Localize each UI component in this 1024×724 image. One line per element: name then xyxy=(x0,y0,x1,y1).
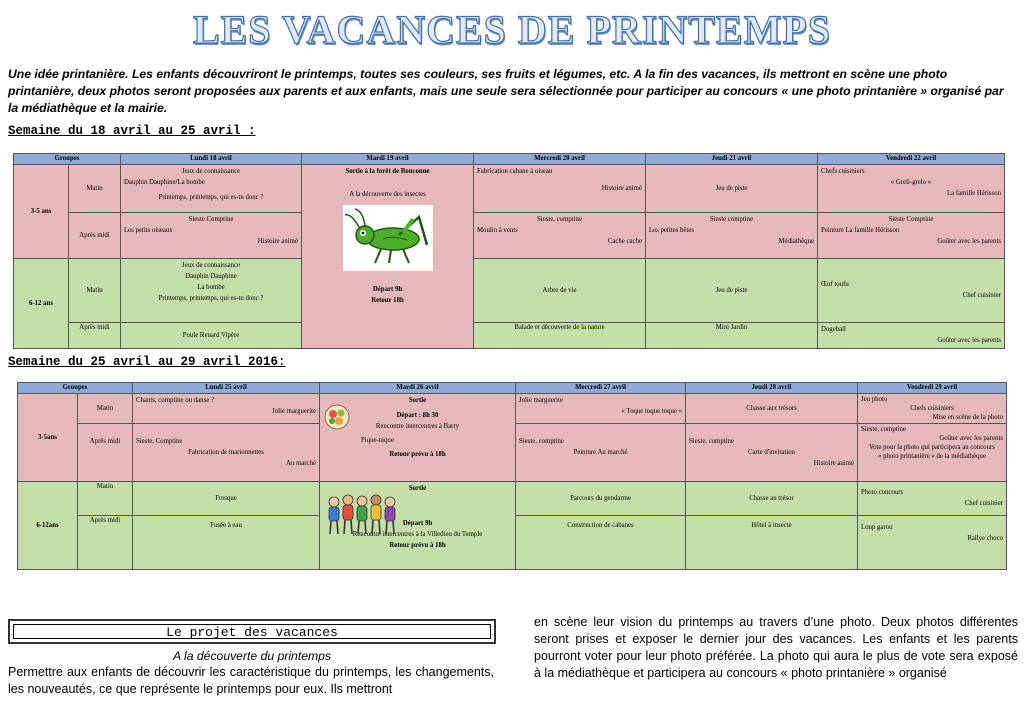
week1-heading: Semaine du 18 avril au 25 avril : xyxy=(8,124,256,138)
cell-lun-apres-2: Poule Renard Vipère xyxy=(121,323,302,349)
projet-text-col2: en scène leur vision du printemps au travers d’une photo. Deux photos différentes seront prises et exposer le dernier jour des vacances. Les enfants et les parents pourront voter pour leur photo préférée. La photo qui aura le plus de vote sera exposé à la médiathèque et participera au concours « photo printanière » organisé xyxy=(534,615,1018,680)
header-groupes: Groupes xyxy=(14,154,121,165)
header-mardi: Mardi 26 avril xyxy=(320,383,516,394)
cell-lun-matin-2: Jeux de connaissance Dauphin Dauphine La bombe Printemps, printemps, qui es-tu donc ? xyxy=(121,259,302,323)
projet-title-box xyxy=(8,619,496,644)
cell-ven-apres-2: Loup garou Rallye choco xyxy=(858,516,1007,570)
period-apres-midi: Après midi xyxy=(78,516,133,570)
cell-lun-matin-2: Fresque xyxy=(133,482,320,516)
cell-lun-matin: Jeux de connaissance Dauphin Dauphine/La bombe Printemps, printemps, qui es-tu donc ? xyxy=(121,165,302,213)
cell-mer-matin-2: Parcours du gendarme xyxy=(516,482,686,516)
group-6-12: 6-12ans xyxy=(18,482,78,570)
cell-ven-apres: Sieste Comptine Peinture La famille Hérisson Goûter avec les parents xyxy=(818,213,1005,259)
cell-jeu-matin-2: Chasse au trésor xyxy=(686,482,858,516)
cell-mer-matin-2: Arbre de vie xyxy=(474,259,646,323)
cell-jeu-matin: Chasse aux trésors xyxy=(686,394,858,424)
page-title: LES VACANCES DE PRINTEMPS xyxy=(192,7,832,52)
cell-mer-apres-2: Construction de cabanes xyxy=(516,516,686,570)
week2-schedule-table xyxy=(17,382,1007,570)
header-vendredi: Vendredi 29 avril xyxy=(858,383,1007,394)
cell-mer-apres: Sieste, comptine Peinture Au marché xyxy=(516,424,686,482)
cell-jeu-matin: Jeu de piste xyxy=(646,165,818,213)
header-lundi: Lundi 18 avril xyxy=(121,154,302,165)
header-vendredi: Vendredi 22 avril xyxy=(818,154,1005,165)
cell-mardi-sortie: Sortie à la forêt de Bouconne A la découverte des insectes Départ 9h Retour 18h xyxy=(302,165,474,349)
header-lundi: Lundi 25 avril xyxy=(133,383,320,394)
group-6-12: 6-12 ans xyxy=(14,259,69,349)
projet-title: Le projet des vacances xyxy=(13,624,491,639)
cell-mer-matin: Fabrication cabane à oiseau Histoire animé xyxy=(474,165,646,213)
header-jeudi: Jeudi 21 avril xyxy=(646,154,818,165)
period-matin: Matin xyxy=(78,482,133,516)
projet-subtitle: A la découverte du printemps xyxy=(172,649,332,663)
cell-ven-apres-2: Dogeball Goûter avec les parents xyxy=(818,323,1005,349)
week1-schedule-table xyxy=(13,153,1005,349)
group-3-5: 3-5 ans xyxy=(14,165,69,259)
cell-lun-apres: Sieste, Comptine Fabrication de marionnettes Au marché xyxy=(133,424,320,482)
cell-lun-apres: Sieste Comptine Les petits oiseaux Histoire animé xyxy=(121,213,302,259)
header-jeudi: Jeudi 28 avril xyxy=(686,383,858,394)
projet-text-col1: Permettre aux enfants de découvrir les caractéristique du printemps, les changements, les nouveautés, ce que représente le printemps pour eux. Ils mettront xyxy=(8,665,494,696)
cell-lun-apres-2: Fusée à eau xyxy=(133,516,320,570)
cell-ven-matin-2: Photo concours Chef cuisinier xyxy=(858,482,1007,516)
period-matin: Matin xyxy=(78,394,133,424)
cell-jeu-apres-2: Mini Jardin xyxy=(646,323,818,349)
cell-mer-apres-2: Balade et découverte de la nature xyxy=(474,323,646,349)
header-mercredi: Mercredi 27 avril xyxy=(516,383,686,394)
week2-heading: Semaine du 25 avril au 29 avril 2016: xyxy=(8,355,286,369)
food-plate-icon xyxy=(324,404,350,430)
cell-mardi-sortie-1: Sortie Départ : 8h 30 Rencontre intercentres à Barry Pique-nique Retour prévu à 18h xyxy=(320,394,516,482)
period-apres-midi: Après midi xyxy=(69,323,121,349)
cell-ven-matin-2: Œuf toufu Chef cuisinier xyxy=(818,259,1005,323)
period-matin: Matin xyxy=(69,259,121,323)
cell-jeu-apres-2: Hôtel à insecte xyxy=(686,516,858,570)
group-3-5: 3-5ans xyxy=(18,394,78,482)
cell-ven-matin: Chefs cuisiniers « Greli-grelo » La famille Hérisson xyxy=(818,165,1005,213)
week1-header-row xyxy=(14,154,1005,165)
cell-jeu-apres: Sieste, comptine Carte d'invitation Histoire animé xyxy=(686,424,858,482)
cell-ven-apres: Sieste, comptine Goûter avec les parents Vote pour la photo qui participera au concours « photo printanière » de la médiathèque xyxy=(858,424,1007,482)
cell-jeu-matin-2: Jeu de piste xyxy=(646,259,818,323)
cell-mer-apres: Sieste, comptine Moulin à vents Cache cache xyxy=(474,213,646,259)
cell-jeu-apres: Sieste comptine Les petites bêtes Médiathèque xyxy=(646,213,818,259)
cell-lun-matin: Chants, comptine ou danse ? Jolie marguerite xyxy=(133,394,320,424)
period-apres-midi: Après midi xyxy=(78,424,133,482)
cell-mardi-sortie-2: Sortie Départ 9h Rencontre intercentres à la Villedieu du Temple Retour prévu à 18h xyxy=(320,482,516,570)
header-groupes: Groupes xyxy=(18,383,133,394)
cell-ven-matin: Jeu photo Chefs cuisiniers Mise en scène de la photo xyxy=(858,394,1007,424)
period-matin: Matin xyxy=(69,165,121,213)
header-mardi: Mardi 19 avril xyxy=(302,154,474,165)
week2-header-row xyxy=(18,383,1007,394)
period-apres-midi: Après midi xyxy=(69,213,121,259)
cell-mer-matin: Jolie marguerite « Toque toque toque » xyxy=(516,394,686,424)
header-mercredi: Mercredi 20 avril xyxy=(474,154,646,165)
intro-paragraph: Une idée printanière. Les enfants découvriront le printemps, toutes ses couleurs, ses fruits et légumes, etc. A la fin des vacances, ils mettront en scène une photo printanière, deux photos seront proposées aux parents et aux enfants, mais une seule sera sélectionnée pour participer au concours « une photo printanière » organisé par la médiathèque et la mairie. xyxy=(8,67,1004,115)
grasshopper-icon xyxy=(343,205,433,271)
children-group-icon xyxy=(324,492,404,540)
